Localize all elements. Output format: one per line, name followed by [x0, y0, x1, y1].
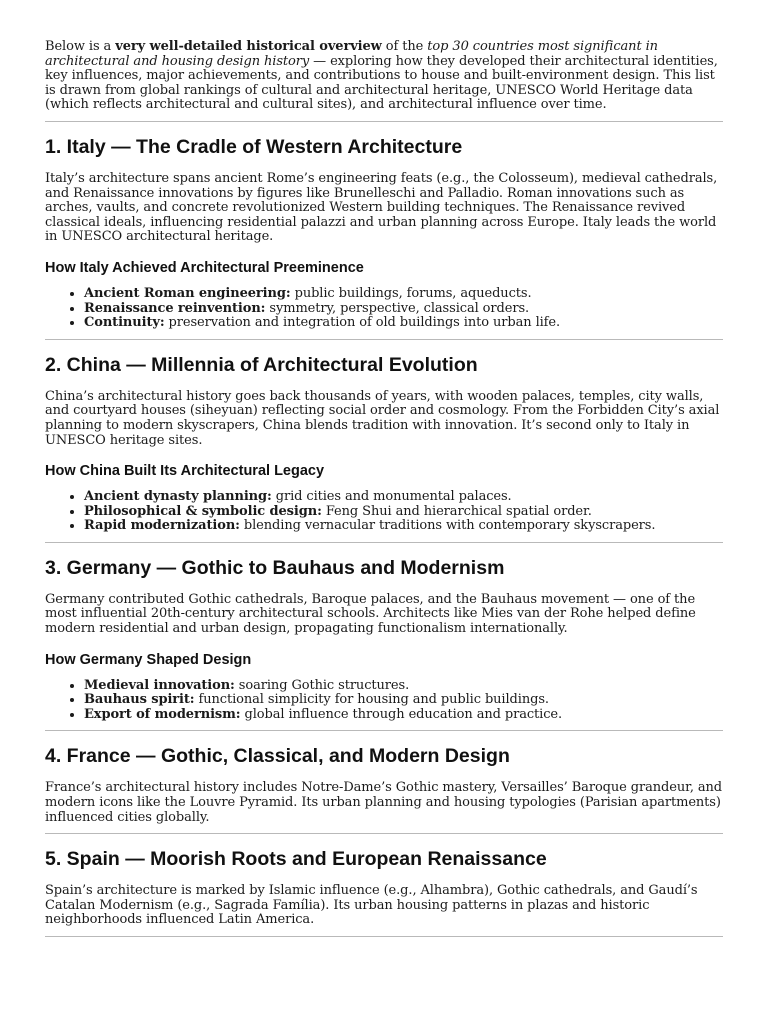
list-item	[84, 519, 723, 534]
bullet-text: blending vernacular traditions with contemporary skyscrapers.	[239, 518, 656, 534]
bullet-term: Bauhaus spirit:	[84, 692, 195, 708]
list-item	[84, 505, 723, 520]
list-item	[84, 490, 723, 505]
bullet-list	[45, 490, 723, 534]
bullet-term: Medieval innovation:	[84, 677, 235, 693]
divider	[45, 833, 723, 834]
section-subheading: How China Built Its Architectural Legacy	[45, 463, 325, 480]
list-item	[84, 316, 723, 331]
divider	[45, 730, 723, 731]
section-body: France’s architectural history includes Notre-Dame’s Gothic mastery, Versailles’ Baroque grandeur, and modern icons like the Louvre Pyramid. Its urban planning and housing typologies (Parisian apartments) influenced cities globally.	[45, 780, 723, 825]
section-body: Italy’s architecture spans ancient Rome’s engineering feats (e.g., the Colosseum), medieval cathedrals, and Renaissance innovations by figures like Brunelleschi and Palladio. Roman innovations such as arches, vaults, and concrete revolutionized Western building techniques. The Renaissance revived classical ideals, influencing residential palazzi and urban planning across Europe. Italy leads the world in UNESCO architectural heritage.	[45, 170, 718, 245]
list-item	[84, 708, 723, 723]
section-heading-france: 4. France — Gothic, Classical, and Modern Design	[45, 745, 510, 768]
section-body: Germany contributed Gothic cathedrals, Baroque palaces, and the Bauhaus movement — one of the most influential 20th-century architectural schools. Architects like Mies van der Rohe helped define modern residential and urban design, propagating functionalism internationally.	[45, 591, 696, 637]
divider	[45, 339, 723, 340]
section-body: Spain’s architecture is marked by Islamic influence (e.g., Alhambra), Gothic cathedrals, and Gaudí’s Catalan Modernism (e.g., Sagrada Família). Its urban housing patterns in plazas and historic neighborhoods influenced Latin America.	[45, 883, 698, 928]
divider	[45, 542, 723, 543]
section-subheading: How Italy Achieved Architectural Preeminence	[45, 259, 364, 276]
bullet-text: grid cities and monumental palaces.	[271, 489, 512, 505]
section-body: China’s architectural history goes back thousands of years, with wooden palaces, temples, city walls, and courtyard houses (siheyuan) reflecting social order and cosmology. From the Forbidden City’s axial planning to modern skyscrapers, China blends tradition with innovation. It’s second only to Italy in UNESCO heritage sites.	[45, 388, 720, 448]
intro-paragraph	[45, 40, 723, 113]
bullet-term: Export of modernism:	[84, 706, 241, 722]
section-heading-china: 2. China — Millennia of Architectural Evolution	[45, 353, 478, 376]
bullet-term: Ancient Roman engineering:	[84, 285, 291, 301]
list-item	[84, 287, 723, 302]
divider	[45, 936, 723, 937]
intro-italic: top 30 countries most significant in architectural and housing design history	[45, 39, 658, 69]
bullet-text: symmetry, perspective, classical orders.	[265, 300, 530, 316]
bullet-text: global influence through education and practice.	[240, 706, 563, 722]
bullet-term: Philosophical & symbolic design:	[84, 503, 322, 519]
intro-text: Below is a	[45, 39, 116, 54]
section-subheading: How Germany Shaped Design	[45, 651, 252, 668]
bullet-text: functional simplicity for housing and public buildings.	[194, 692, 549, 708]
intro-emphasis: very well-detailed historical overview	[115, 39, 382, 54]
bullet-text: public buildings, forums, aqueducts.	[290, 285, 532, 301]
section-heading-spain: 5. Spain — Moorish Roots and European Renaissance	[45, 848, 547, 871]
bullet-list	[45, 679, 723, 723]
list-item	[84, 693, 723, 708]
intro-text: — exploring how they developed their architectural identities, key influences, major achievements, and contributions to house and built-environment design. This list is drawn from global rankings of cultural and architectural heritage, UNESCO World Heritage data (which reflects architectural and cultural sites), and architectural influence over time.	[45, 53, 718, 113]
bullet-term: Ancient dynasty planning:	[84, 489, 272, 505]
list-item	[84, 302, 723, 317]
section-heading-italy: 1. Italy — The Cradle of Western Architecture	[45, 135, 463, 158]
intro-text: of the	[381, 39, 428, 54]
bullet-term: Renaissance reinvention:	[84, 300, 266, 316]
bullet-text: preservation and integration of old buildings into urban life.	[164, 315, 561, 331]
divider	[45, 121, 723, 122]
bullet-list	[45, 287, 723, 331]
bullet-text: Feng Shui and hierarchical spatial order.	[321, 503, 592, 519]
bullet-text: soaring Gothic structures.	[234, 677, 410, 693]
section-heading-germany: 3. Germany — Gothic to Bauhaus and Modernism	[45, 556, 505, 579]
bullet-term: Continuity:	[84, 315, 165, 331]
list-item	[84, 679, 723, 694]
bullet-term: Rapid modernization:	[84, 518, 240, 534]
